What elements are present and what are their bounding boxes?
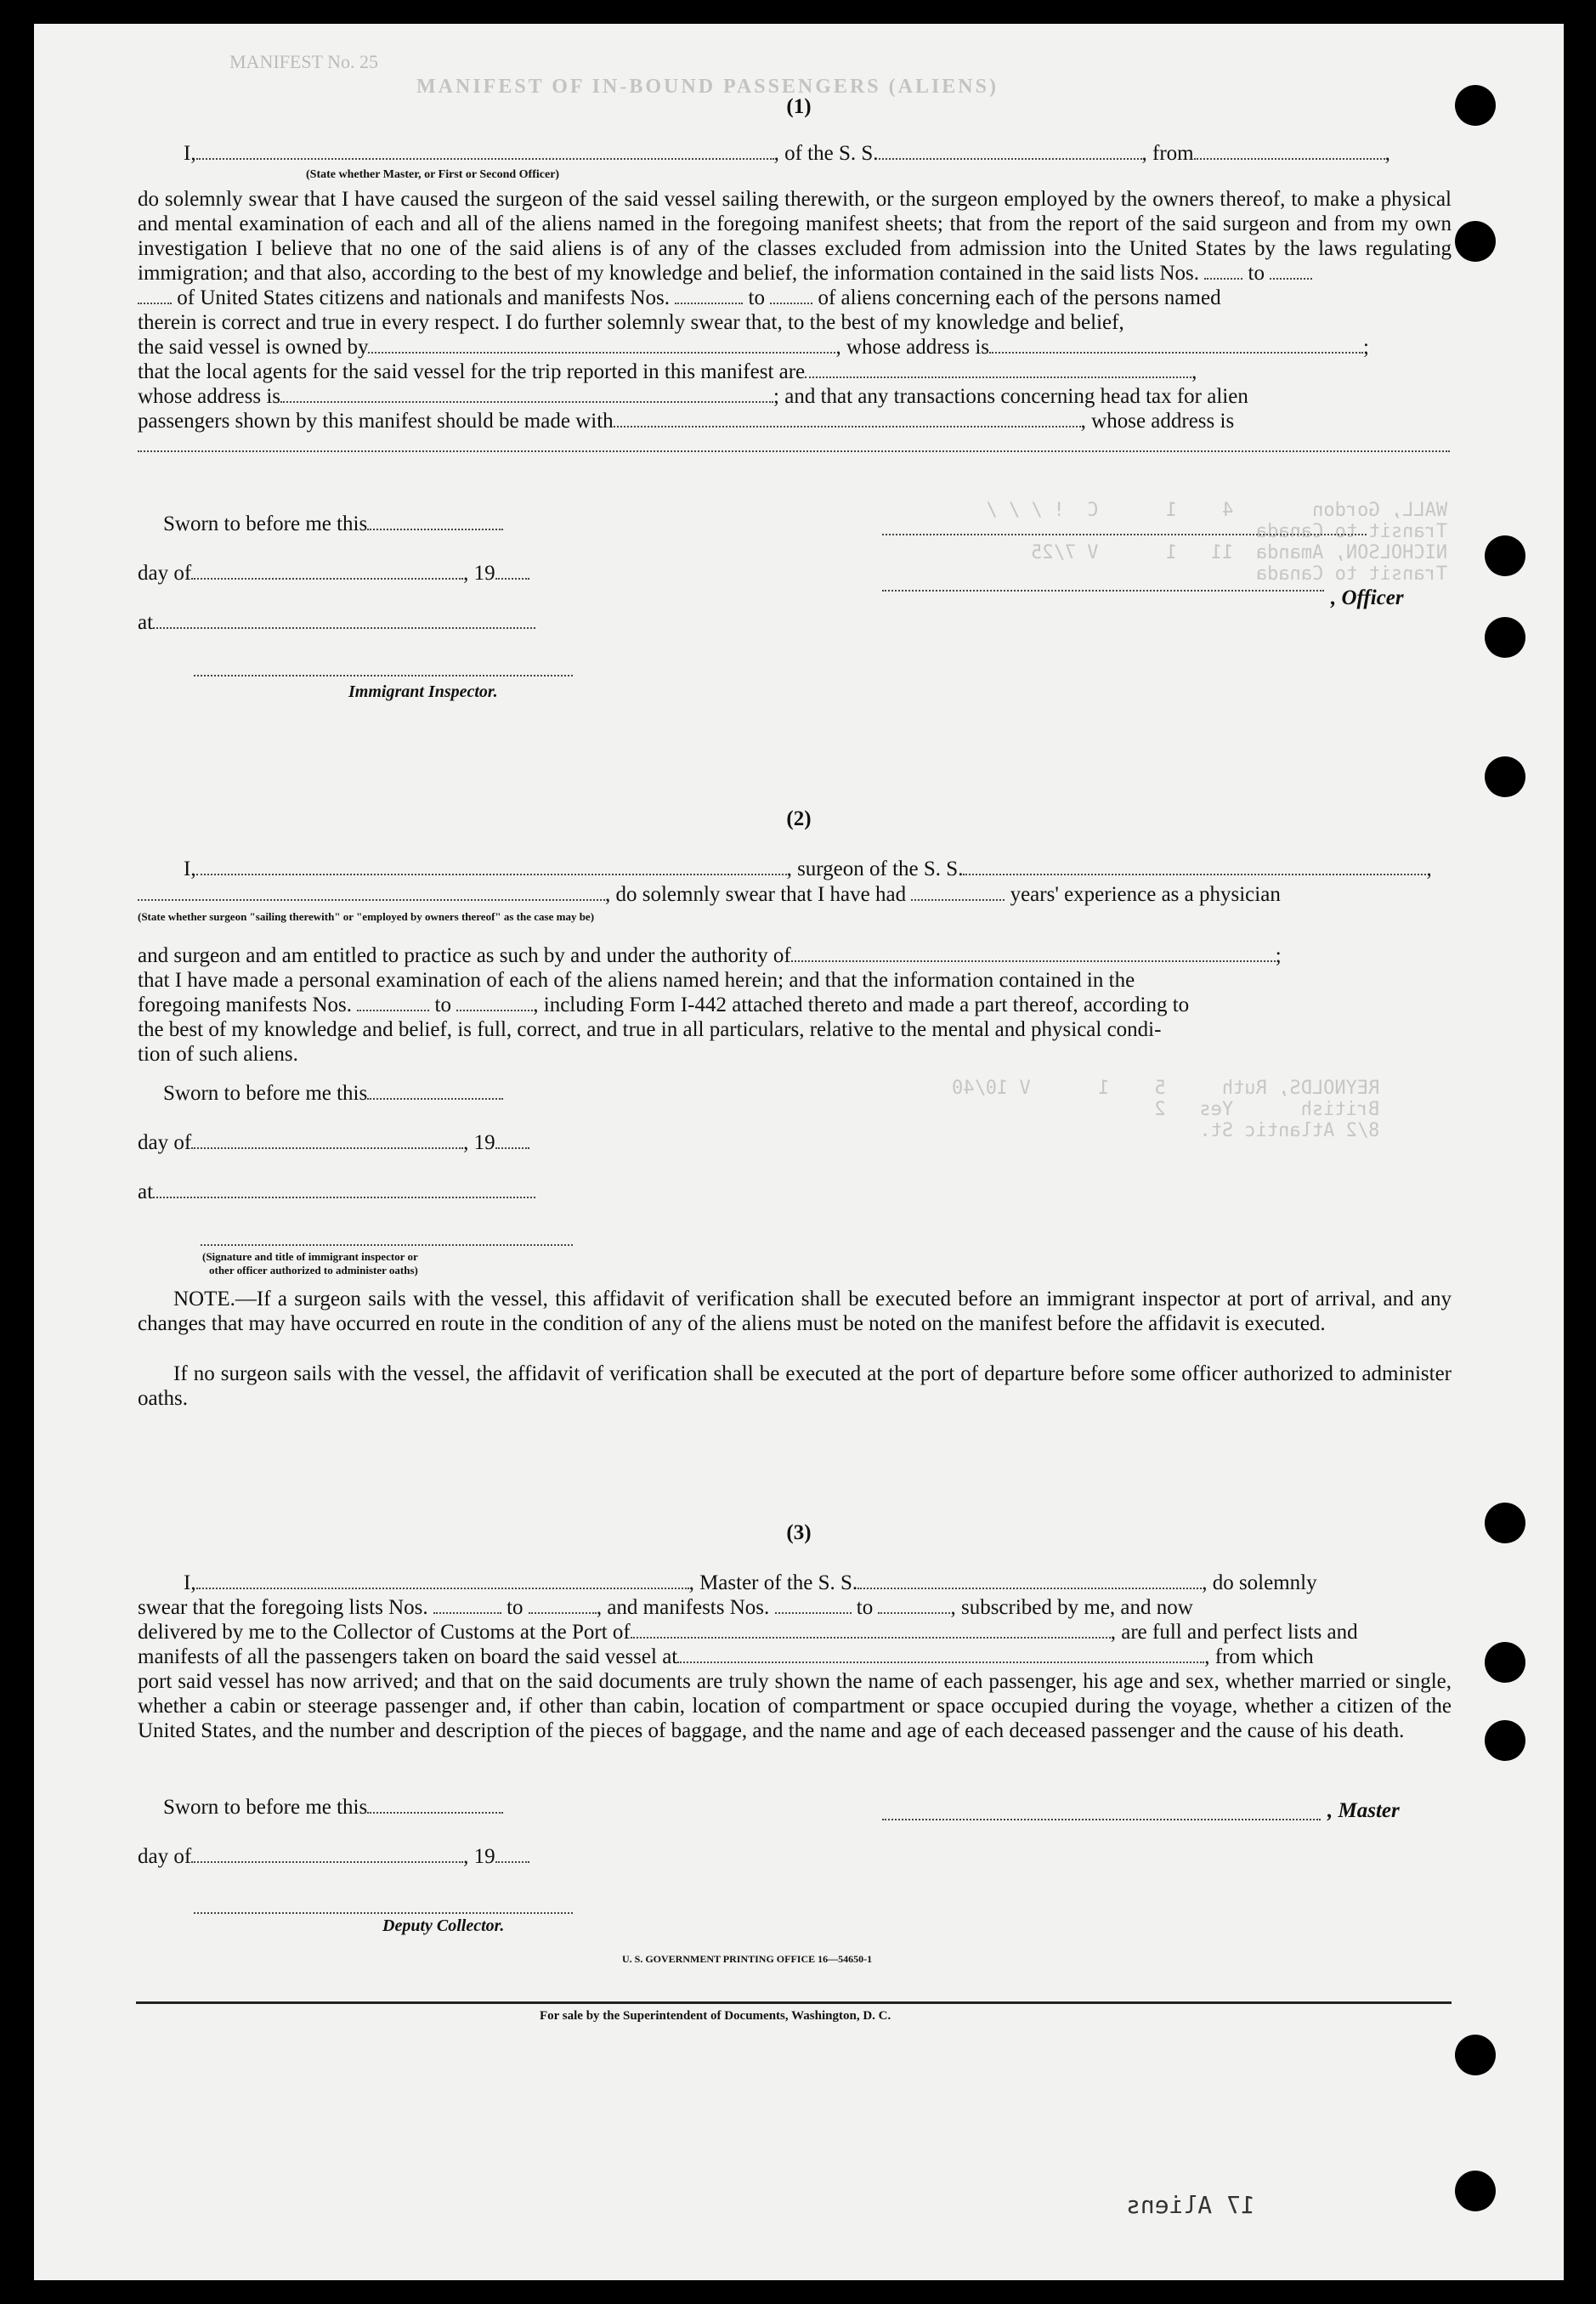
s1-note-master: (State whether Master, or First or Second Officer): [306, 168, 560, 181]
manifest-number: MANIFEST No. 25: [229, 51, 379, 72]
master-signature-line[interactable]: [882, 1819, 1321, 1820]
punch-hole: [1485, 535, 1525, 576]
s1-day: day of , 19: [138, 561, 529, 586]
s2-sworn: Sworn to before me this: [163, 1081, 503, 1106]
s2-sig-note-2: other officer authorized to administer oaths): [209, 1264, 418, 1277]
s3-day: day of , 19: [138, 1844, 529, 1869]
inspector-signature-line[interactable]: [194, 675, 573, 676]
punch-hole: [1455, 2171, 1496, 2211]
punch-hole: [1485, 1720, 1525, 1761]
faded-title: MANIFEST OF IN-BOUND PASSENGERS (ALIENS): [416, 76, 999, 98]
punch-hole: [1485, 756, 1525, 797]
s2-sig-note-1: (Signature and title of immigrant inspector or: [202, 1250, 418, 1263]
officer-signature-line[interactable]: [882, 534, 1367, 535]
sale-notice: For sale by the Superintendent of Documents, Washington, D. C.: [540, 2009, 891, 2023]
s2-at: at: [138, 1180, 535, 1204]
section-2-number: (2): [786, 807, 812, 830]
section-3-number: (3): [786, 1521, 812, 1544]
s2-line1: I, , surgeon of the S. S. ,: [184, 858, 1432, 880]
bleed-through-text: WALL, Gordon 4 1 C ! / / / Transit to Canada NICHOLSON, Amanda 11 1 V 7/25 Transit to Canada: [986, 500, 1448, 585]
s1-at: at: [138, 610, 535, 635]
footer-rule: [136, 2001, 1452, 2004]
s2-line2: , do solemnly swear that I have had years' experience as a physician: [138, 882, 1281, 907]
punch-hole: [1485, 1642, 1525, 1683]
s2-day: day of , 19: [138, 1130, 529, 1155]
aliens-count: 17 Aliens: [1126, 2191, 1255, 2219]
s1-line1: I, , of the S. S. , from ,: [184, 142, 1390, 165]
s1-sworn: Sworn to before me this: [163, 512, 503, 536]
section-1-number: (1): [786, 95, 812, 118]
inspector-label: Immigrant Inspector.: [348, 682, 498, 701]
punch-hole: [1455, 221, 1496, 262]
s2-body: and surgeon and am entitled to practice as such by and under the authority of ; that I have made a personal examination of each of the aliens named herein; and that the information contained in the foregoing manifests Nos. to , including Form I-442 attached thereto and made a part thereof, according to the best of my knowledge and belief, is full, correct, and true in all particulars, relative to the mental and physical condi- tion of such aliens.: [138, 944, 1282, 1066]
gpo-imprint: U. S. GOVERNMENT PRINTING OFFICE 16—54650-1: [622, 1953, 873, 1965]
s2-note2: If no surgeon sails with the vessel, the affidavit of verification shall be executed at the port of departure before some officer authorized to administer oaths.: [138, 1362, 1452, 1410]
punch-hole: [1485, 1503, 1525, 1543]
bleed-through-text: REYNOLDS, Ruth 5 1 V 10/40 British Yes 2 8/2 Atlantic St.: [952, 1078, 1380, 1141]
officer-name-line[interactable]: [882, 590, 1324, 592]
s2-signature-line[interactable]: [201, 1244, 573, 1246]
master-label: , Master: [1327, 1799, 1400, 1822]
s1-body: do solemnly swear that I have caused the surgeon of the said vessel sailing therewith, or the surgeon employed by the owners thereof, to make a physical and mental examination of each and all of the aliens named in the foregoing manifest sheets; that from the report of the said surgeon and from my own investigation I believe that no one of the said aliens is of any of the classes excluded from admission into the United States by the laws regulating immigration; and that also, according to the best of my knowledge and belief, the information contained in the said lists Nos. to of United States citizens and nationals and manifests Nos. to of aliens concerning each of the persons named therein is correct and true in every respect. I do further solemnly swear that, to the best of my knowledge and belief, the said vessel is owned by , whose address is ; that the local agents for the said vessel for the trip reported in this manifest are , whose address is ; and that any transactions concerning head tax for alien passengers shown by this manifest should be made with , whose address is: [138, 187, 1452, 458]
punch-hole: [1455, 2035, 1496, 2075]
s2-note-surgeon: (State whether surgeon "sailing therewith" or "employed by owners thereof" as the case may be): [138, 910, 595, 923]
s3-sworn: Sworn to before me this: [163, 1795, 503, 1820]
punch-hole: [1485, 617, 1525, 658]
punch-hole: [1455, 85, 1496, 126]
s3-line1: I, , Master of the S. S. , do solemnly: [184, 1571, 1317, 1594]
collector-label: Deputy Collector.: [382, 1916, 505, 1935]
s2-note1: NOTE.—If a surgeon sails with the vessel, this affidavit of verification shall be executed before an immigrant inspector at port of arrival, and any changes that may have occurred en route in the condition of any of the aliens must be noted on the manifest before the affidavit is executed.: [138, 1288, 1452, 1335]
manifest-back-page: [34, 24, 1564, 2280]
s3-body: swear that the foregoing lists Nos. to , and manifests Nos. to , subscribed by me, and now delivered by me to the Collector of Customs at the Port of , are full and perfect lists and manifests of all the passengers taken on board the said vessel at , from which port said vessel has now arrived; and that on the said documents are truly shown the name of each passenger, his age and sex, whether married or single, whether a cabin or steerage passenger and, if other than cabin, location of compartment or space occupied during the voyage, whether a citizen of the United States, and the number and description of the pieces of baggage, and the name and age of each deceased passenger and the cause of his death.: [138, 1596, 1452, 1742]
officer-label: , Officer: [1331, 586, 1404, 609]
